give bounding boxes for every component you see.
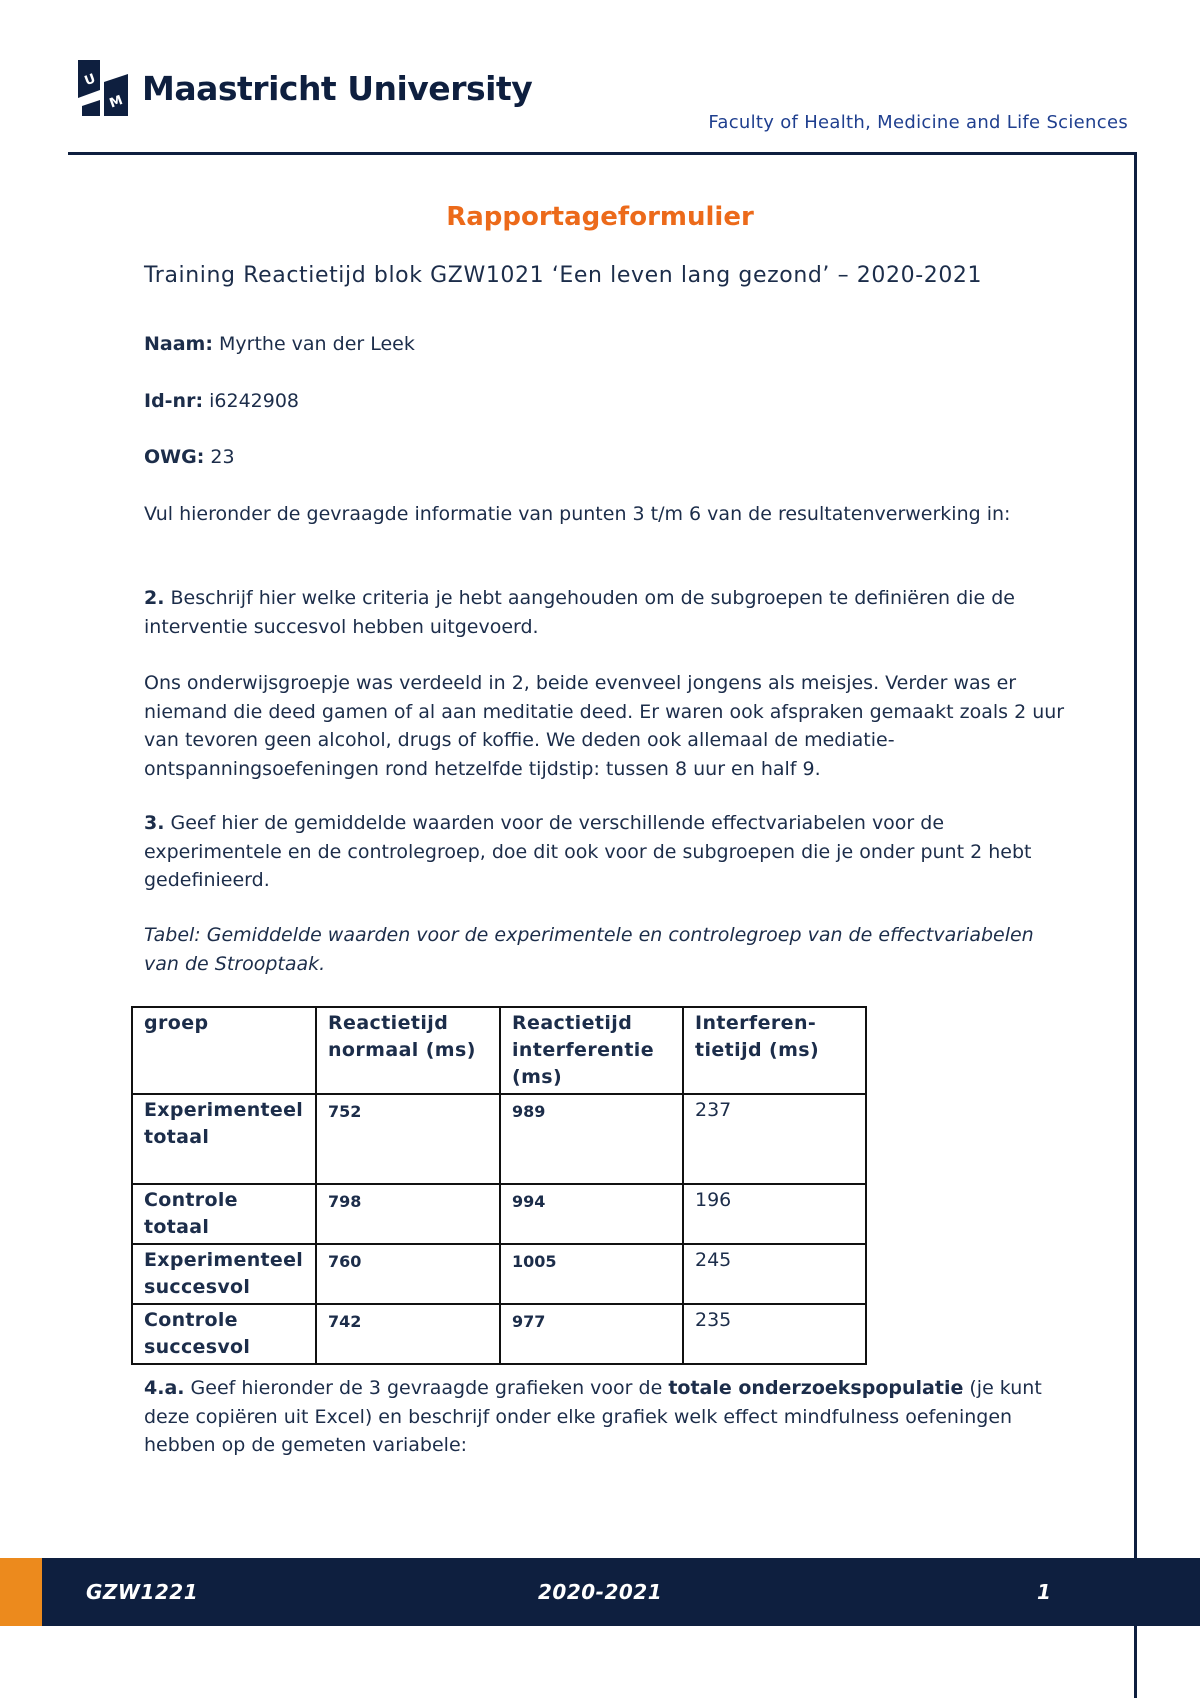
name-field [144,330,415,358]
cell-normaal: 760 [316,1244,500,1304]
table-row [132,1094,866,1184]
cell-interferentietijd: 245 [683,1244,866,1304]
header-interferentietijd: Interferen-tietijd (ms) [683,1007,866,1094]
cell-interferentie: 977 [500,1304,683,1364]
cell-interferentie: 994 [500,1184,683,1244]
right-margin-rule [1134,152,1137,1698]
intro-text: Vul hieronder de gevraagde informatie van punten 3 t/m 6 van de resultatenverwerking in: [144,503,1011,525]
row-group: Controle succesvol [132,1304,316,1364]
footer-page-number: 1 [1037,1580,1052,1604]
results-table [131,1006,867,1365]
name-value: Myrthe van der Leek [219,333,415,355]
table-caption: Tabel: Gemiddelde waarden voor de experimentele en controlegroep van de effectvariabelen van de Strooptaak. [144,924,1034,975]
question-3-text: Geef hier de gemiddelde waarden voor de verschillende effectvariabelen voor de experimentele en de controlegroep, doe dit ook voor de subgroepen die je onder punt 2 hebt gedefinieerd. [144,812,1032,891]
owg-field [144,443,235,471]
university-logo [78,58,532,118]
footer-year: 2020-2021 [538,1580,663,1604]
question-4a-text-before: Geef hieronder de 3 gevraagde grafieken voor de [190,1377,663,1399]
row-group: Experimenteel totaal [132,1094,316,1184]
question-3 [144,809,1074,895]
cell-interferentietijd: 196 [683,1184,866,1244]
svg-text:M: M [107,92,125,112]
university-name: Maastricht University [142,68,533,108]
row-group: Experimenteel succesvol [132,1244,316,1304]
header-reactietijd-interferentie: Reactietijd interferentie (ms) [500,1007,683,1094]
header-divider [68,152,1137,155]
id-field [144,387,299,415]
document-title: Rapportageformulier [446,202,754,232]
table-row [132,1304,866,1364]
header-reactietijd-normaal: Reactietijd normaal (ms) [316,1007,500,1094]
row-group: Controle totaal [132,1184,316,1244]
document-subtitle: Training Reactietijd blok GZW1021 ‘Een leven lang gezond’ – 2020-2021 [144,263,983,288]
header-groep: groep [132,1007,316,1094]
name-label: Naam: [144,333,213,355]
faculty-name: Faculty of Health, Medicine and Life Sciences [708,112,1128,133]
owg-value: 23 [210,446,235,468]
question-3-number: 3. [144,812,165,834]
question-2-text: Beschrijf hier welke criteria je hebt aangehouden om de subgroepen te definiëren die de interventie succesvol hebben uitgevoerd. [144,587,1015,638]
svg-text:U: U [82,71,98,90]
id-label: Id-nr: [144,390,204,412]
page-footer [0,1558,1200,1626]
cell-interferentietijd: 235 [683,1304,866,1364]
owg-label: OWG: [144,446,205,468]
cell-interferentie: 1005 [500,1244,683,1304]
question-4a-text-after: (je kunt deze copiëren uit Excel) en beschrijf onder elke grafiek welk effect mindfulness oefeningen hebben op de gemeten variabele: [144,1377,1042,1456]
footer-accent-bar [0,1558,42,1626]
question-2-number: 2. [144,587,165,609]
um-logo-icon [78,60,128,116]
question-4a [144,1374,1074,1460]
question-4a-number: 4.a. [144,1377,185,1399]
table-row [132,1244,866,1304]
id-value: i6242908 [209,390,300,412]
answer-2: Ons onderwijsgroepje was verdeeld in 2, beide evenveel jongens als meisjes. Verder was er niemand die deed gamen of al aan meditatie deed. Er waren ook afspraken gemaakt zoals 2 uur van tevoren geen alcohol, drugs of koffie. We deden ook allemaal de mediatie- ontspanningsoefeningen rond hetzelfde tijdstip: tussen 8 uur en half 9. [144,672,1065,780]
cell-interferentie: 989 [500,1094,683,1184]
question-4a-emphasis: totale onderzoekspopulatie [668,1377,964,1399]
table-header-row [132,1007,866,1094]
question-2 [144,584,1074,641]
cell-normaal: 752 [316,1094,500,1184]
cell-normaal: 742 [316,1304,500,1364]
cell-interferentietijd: 237 [683,1094,866,1184]
cell-normaal: 798 [316,1184,500,1244]
table-row [132,1184,866,1244]
footer-course-code: GZW1221 [86,1580,199,1604]
